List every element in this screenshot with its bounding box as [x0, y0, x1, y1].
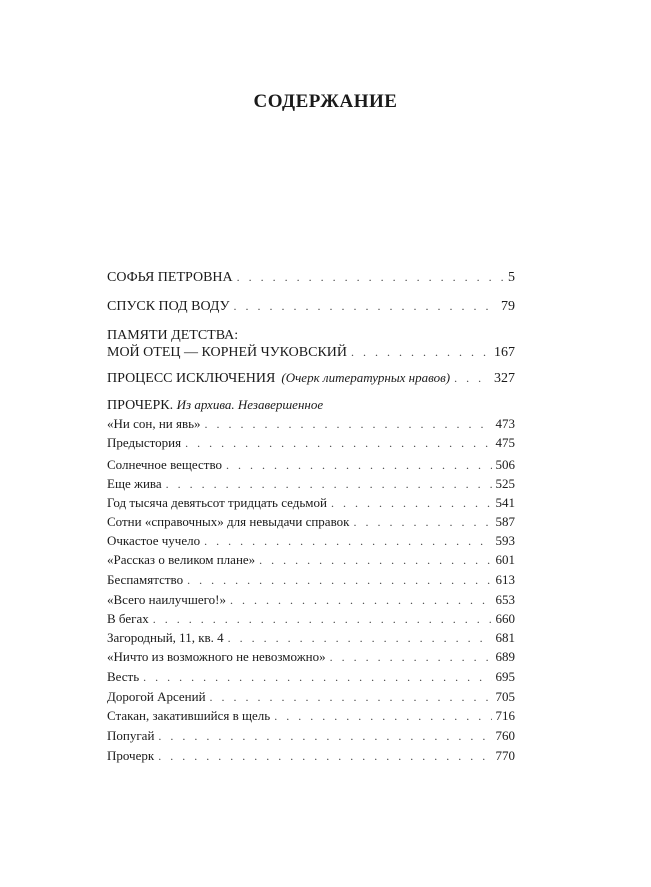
- toc-entry-page: 613: [495, 572, 515, 587]
- toc-entry-title: Прочерк: [107, 748, 155, 763]
- toc-subentry[interactable]: [107, 649, 515, 665]
- leader-dots: [454, 371, 490, 386]
- toc-entry-title: СОФЬЯ ПЕТРОВНА: [107, 270, 233, 285]
- leader-dots: [330, 650, 492, 665]
- toc-entry-page: 5: [508, 270, 515, 285]
- section-heading-title: ПРОЧЕРК.: [107, 398, 174, 413]
- leader-dots: [351, 345, 490, 360]
- leader-dots: [230, 593, 492, 608]
- toc-entry-page: 587: [495, 514, 515, 529]
- toc-entry-page: 601: [495, 552, 515, 567]
- toc-entry-page: 705: [495, 689, 515, 704]
- toc-entry-title: Попугай: [107, 728, 155, 743]
- toc-subentry[interactable]: [107, 689, 515, 705]
- leader-dots: [204, 534, 491, 549]
- leader-dots: [331, 496, 492, 511]
- leader-dots: [143, 670, 491, 685]
- toc-entry-title: В бегах: [107, 611, 149, 626]
- toc-subentry[interactable]: [107, 708, 515, 724]
- toc-entry-page: 593: [495, 533, 515, 548]
- toc-entry-title: Год тысяча девятьсот тридцать седьмой: [107, 495, 327, 510]
- toc-entry-title: Загородный, 11, кв. 4: [107, 630, 224, 645]
- toc-entry-page: 689: [495, 649, 515, 664]
- leader-dots: [259, 553, 491, 568]
- toc-subentry[interactable]: [107, 514, 515, 530]
- toc-entry-page: 716: [495, 708, 515, 723]
- toc-entry-page: 327: [494, 371, 515, 386]
- toc-entry-title: МОЙ ОТЕЦ — КОРНЕЙ ЧУКОВСКИЙ: [107, 345, 347, 360]
- toc-entry-page: 681: [495, 630, 515, 645]
- leader-dots: [226, 458, 491, 473]
- page-title: СОДЕРЖАНИЕ: [253, 91, 398, 112]
- toc-entry-title: Предыстория: [107, 435, 182, 450]
- leader-dots: [153, 612, 492, 627]
- toc-entry-protsess-isklyucheniya[interactable]: [107, 370, 515, 387]
- toc-entry-page: 475: [495, 435, 515, 450]
- toc-entry-subtitle: (Очерк литературных нравов): [281, 370, 451, 385]
- toc-entry-page: 653: [495, 592, 515, 607]
- toc-entry-page: 79: [501, 299, 515, 314]
- section-heading-subtitle: Из архива. Незавершенное: [176, 397, 324, 412]
- toc-entry-moy-otets[interactable]: [107, 345, 515, 361]
- toc-subentry[interactable]: [107, 552, 515, 568]
- toc-subentry[interactable]: [107, 611, 515, 627]
- toc-entry-title: «Ни сон, ни явь»: [107, 416, 201, 431]
- toc-subentry[interactable]: [107, 416, 515, 432]
- toc-subentry[interactable]: [107, 748, 515, 764]
- toc-entry-title: Еще жива: [107, 476, 162, 491]
- toc-subentry[interactable]: [107, 592, 515, 608]
- toc-entry-title: ПРОЦЕСС ИСКЛЮЧЕНИЯ: [107, 371, 276, 386]
- toc-entry-title: Весть: [107, 669, 140, 684]
- toc-entry-title: Стакан, закатившийся в щель: [107, 708, 271, 723]
- leader-dots: [353, 515, 491, 530]
- toc-subentry[interactable]: [107, 728, 515, 744]
- toc-entry-title: «Ничто из возможного не невозможно»: [107, 649, 326, 664]
- toc-entry-page: 660: [495, 611, 515, 626]
- toc-subentry[interactable]: [107, 457, 515, 473]
- toc-entry-page: 760: [495, 728, 515, 743]
- toc-subentry[interactable]: [107, 533, 515, 549]
- leader-dots: [158, 729, 491, 744]
- toc-entry-sofya-petrovna[interactable]: [107, 270, 515, 286]
- toc-subentry[interactable]: [107, 495, 515, 511]
- toc-subentry[interactable]: [107, 435, 515, 451]
- toc-entry-title: СПУСК ПОД ВОДУ: [107, 299, 230, 314]
- leader-dots: [185, 436, 491, 451]
- toc-subentry[interactable]: [107, 630, 515, 646]
- toc-entry-title: Дорогой Арсений: [107, 689, 206, 704]
- toc-entry-page: 695: [495, 669, 515, 684]
- toc-entry-title: Беспамятство: [107, 572, 184, 587]
- section-heading-pamyati-detstva: ПАМЯТИ ДЕТСТВА:: [107, 328, 239, 343]
- leader-dots: [166, 477, 492, 492]
- section-heading-procherk: [107, 397, 323, 414]
- leader-dots: [228, 631, 492, 646]
- toc-subentry[interactable]: [107, 669, 515, 685]
- toc-entry-page: 506: [495, 457, 515, 472]
- leader-dots: [210, 690, 492, 705]
- toc-entry-spusk-pod-vodu[interactable]: [107, 299, 515, 315]
- toc-entry-page: 473: [495, 416, 515, 431]
- leader-dots: [187, 573, 491, 588]
- toc-entry-title: Очкастое чучело: [107, 533, 201, 548]
- toc-subentry[interactable]: [107, 572, 515, 588]
- toc-entry-page: 541: [495, 495, 515, 510]
- toc-entry-title: Сотни «справочных» для невыдачи справок: [107, 514, 350, 529]
- toc-entry-page: 525: [495, 476, 515, 491]
- leader-dots: [205, 417, 492, 432]
- leader-dots: [234, 299, 498, 314]
- leader-dots: [158, 749, 491, 764]
- toc-subentry[interactable]: [107, 476, 515, 492]
- toc-entry-title: «Всего наилучшего!»: [107, 592, 226, 607]
- leader-dots: [237, 270, 504, 285]
- toc-entry-title: «Рассказ о великом плане»: [107, 552, 256, 567]
- toc-entry-page: 770: [495, 748, 515, 763]
- toc-entry-title: Солнечное вещество: [107, 457, 223, 472]
- toc-entry-page: 167: [494, 345, 515, 360]
- leader-dots: [274, 709, 491, 724]
